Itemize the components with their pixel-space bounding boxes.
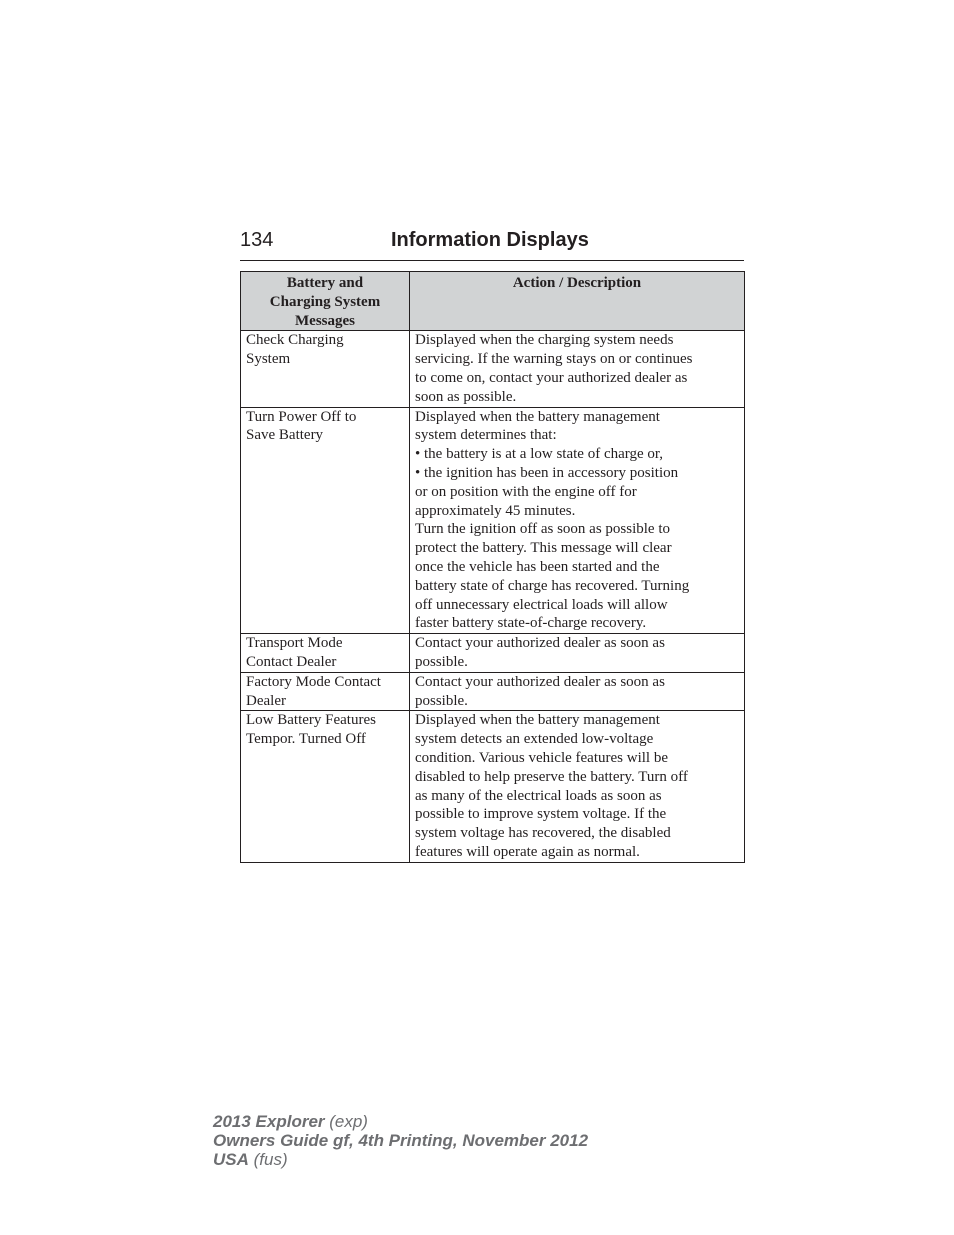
table-row [241, 407, 745, 634]
message-cell [241, 634, 410, 673]
cell-line: Factory Mode Contact [246, 673, 381, 690]
cell-line: condition. Various vehicle features will be [415, 749, 668, 766]
message-cell [241, 407, 410, 634]
description-cell [410, 711, 745, 862]
cell-line: Contact your authorized dealer as soon as [415, 673, 665, 690]
message-cell [241, 672, 410, 711]
footer-line-1 [213, 1112, 588, 1131]
section-title: Information Displays [391, 229, 589, 251]
table-row [241, 331, 745, 407]
cell-line: Contact Dealer [246, 653, 337, 670]
header-line: Action / Description [512, 275, 642, 291]
cell-line: possible to improve system voltage. If the [415, 806, 667, 823]
cell-line: • the ignition has been in accessory position [415, 464, 679, 481]
cell-line: Turn the ignition off as soon as possible to [415, 521, 671, 538]
message-cell [241, 331, 410, 407]
cell-line: Tempor. Turned Off [246, 731, 366, 748]
cell-line: possible. [415, 692, 468, 709]
message-cell [241, 711, 410, 862]
cell-line: system determines that: [415, 427, 557, 444]
cell-line: to come on, contact your authorized dealer as [415, 369, 688, 386]
column-header-action [410, 272, 745, 331]
footer-line-2: Owners Guide gf, 4th Printing, November 2012 [213, 1131, 589, 1150]
description-cell [410, 407, 745, 634]
cell-line: approximately 45 minutes. [415, 502, 576, 519]
cell-line: Displayed when the battery management [415, 712, 660, 729]
cell-line: possible. [415, 653, 468, 670]
footer-model-code: (exp) [324, 1112, 368, 1131]
cell-line: Displayed when the battery management [415, 408, 660, 425]
table-row [241, 672, 745, 711]
cell-line: Turn Power Off to [246, 408, 357, 425]
description-cell [410, 634, 745, 673]
table-header-row [241, 272, 745, 331]
cell-line: features will operate again as normal. [415, 843, 640, 860]
column-header-messages [241, 272, 410, 331]
header-line: Battery and [286, 275, 364, 291]
description-cell [410, 331, 745, 407]
header-line: Messages [295, 312, 355, 329]
footer-market-code: (fus) [248, 1150, 288, 1169]
cell-line: as many of the electrical loads as soon as [415, 787, 662, 804]
cell-line: off unnecessary electrical loads will allow [415, 596, 668, 613]
footer-line-3 [213, 1150, 588, 1169]
cell-line: • the battery is at a low state of charge or, [415, 446, 664, 463]
description-cell [410, 672, 745, 711]
cell-line: Displayed when the charging system needs [415, 332, 674, 349]
cell-line: Check Charging [246, 332, 344, 349]
cell-line: disabled to help preserve the battery. Turn off [415, 768, 688, 785]
cell-line: Transport Mode [246, 635, 343, 652]
cell-line: Low Battery Features [246, 712, 376, 729]
table-row [241, 711, 745, 862]
footer-model: 2013 Explorer [213, 1112, 325, 1131]
footer-market: USA [213, 1150, 249, 1169]
cell-line: System [246, 351, 291, 368]
page-header [240, 228, 744, 261]
cell-line: or on position with the engine off for [415, 483, 637, 500]
header-line: Charging System [269, 293, 381, 310]
cell-line: soon as possible. [415, 388, 517, 405]
cell-line: system detects an extended low-voltage [415, 731, 654, 748]
cell-line: faster battery state-of-charge recovery. [415, 615, 647, 632]
cell-line: battery state of charge has recovered. Turning [415, 577, 690, 594]
cell-line: once the vehicle has been started and the [415, 558, 660, 575]
cell-line: protect the battery. This message will clear [415, 540, 672, 557]
document-footer [213, 1112, 588, 1169]
battery-messages-table [240, 271, 745, 863]
cell-line: Save Battery [246, 427, 324, 444]
table-row [241, 634, 745, 673]
cell-line: Dealer [246, 692, 286, 709]
page-number: 134 [240, 229, 274, 251]
cell-line: system voltage has recovered, the disabled [415, 825, 671, 842]
cell-line: servicing. If the warning stays on or continues [415, 351, 693, 368]
cell-line: Contact your authorized dealer as soon as [415, 635, 665, 652]
